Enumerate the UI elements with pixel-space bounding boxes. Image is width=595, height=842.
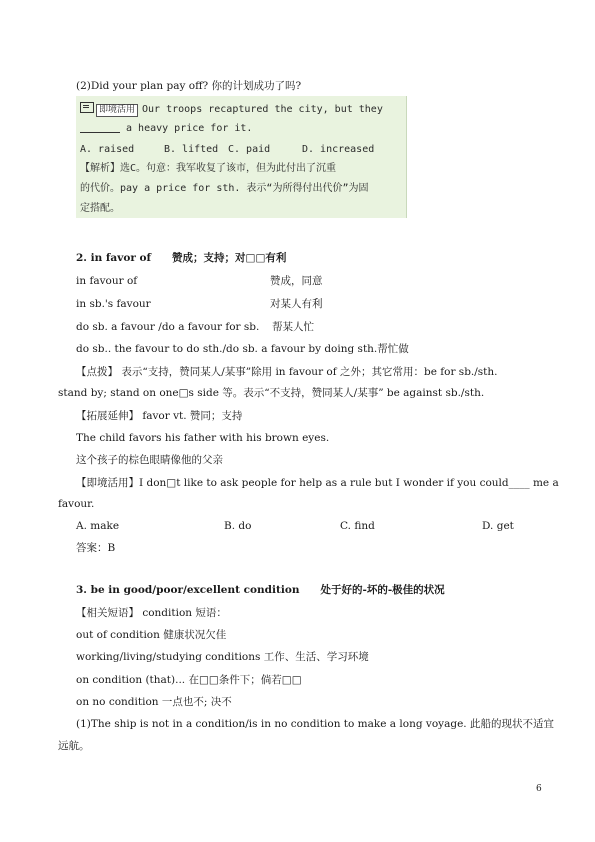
exercise-line1: 【即境活用】I don□t like to ask people for help as a rule but I wonder if you could____ me a xyxy=(76,477,559,489)
box-question-line2: a heavy price for it. xyxy=(80,122,252,135)
pen-icon xyxy=(80,102,94,113)
option-a: A. raised xyxy=(80,144,135,155)
section-3-title: 3. be in good/poor/excellent condition 处于好的-坏的-极佳的状况 xyxy=(76,584,445,596)
page-number: 6 xyxy=(536,784,542,794)
analysis-line2: 的代价。pay a price for sth. 表示“为所得付出代价”为固 xyxy=(80,183,369,194)
related-line3: working/living/studying conditions 工作、生活、学习环境 xyxy=(76,651,369,663)
phrase-2-meaning: 对某人有利 xyxy=(270,298,323,310)
example-line2: 远航。 xyxy=(58,740,90,752)
option-b: B. lifted xyxy=(164,144,219,155)
phrase-1: in favour of xyxy=(76,275,138,287)
option-d: D. get xyxy=(482,520,514,532)
example-sentence: (2)Did your plan pay off? 你的计划成功了吗? xyxy=(76,80,302,92)
example-line1: (1)The ship is not in a condition/is in no condition to make a long voyage. 此船的现状不适宜 xyxy=(76,718,554,730)
related-line2: out of condition 健康状况欠佳 xyxy=(76,629,227,641)
box-question-line: 即境活用 Our troops recaptured the city, but they xyxy=(80,102,383,117)
option-d: D. increased xyxy=(302,144,375,155)
option-c: C. find xyxy=(340,520,375,532)
related-line1: 【相关短语】 condition 短语： xyxy=(76,607,227,619)
extension-line3: 这个孩子的棕色眼睛像他的父亲 xyxy=(76,454,223,466)
related-line5: on no condition 一点也不; 决不 xyxy=(76,696,232,708)
exercise-line2: favour. xyxy=(58,498,95,510)
section-2-title: 2. in favor of 赞成；支持；对□□有利 xyxy=(76,252,287,264)
phrase-4: do sb.. the favour to do sth./do sb. a favour by doing sth.帮忙做 xyxy=(76,343,409,355)
analysis-line3: 定搭配。 xyxy=(80,203,120,214)
answer: 答案：B xyxy=(76,542,116,554)
option-c: C. paid xyxy=(228,144,271,155)
analysis-line1: 【解析】选C。句意：我军收复了该市，但为此付出了沉重 xyxy=(80,163,337,174)
extension-line2: The child favors his father with his brown eyes. xyxy=(76,432,330,444)
related-line4: on condition (that)... 在□□条件下；倘若□□ xyxy=(76,674,302,686)
note-line2: stand by; stand on one□s side 等。表示“不支持，赞同某人/某事” be against sb./sth. xyxy=(58,387,485,399)
answer-blank xyxy=(80,122,120,133)
phrase-3: do sb. a favour /do a favour for sb. xyxy=(76,321,260,333)
option-b: B. do xyxy=(224,520,252,532)
phrase-1-meaning: 赞成，同意 xyxy=(270,275,323,287)
extension-line1: 【拓展延伸】 favor vt. 赞同；支持 xyxy=(76,410,243,422)
note-line1: 【点拨】 表示“支持，赞同某人/某事”除用 in favour of 之外；其它常用：be for sb./sth. xyxy=(76,366,498,378)
exercise-tag: 即境活用 xyxy=(96,104,138,117)
option-a: A. make xyxy=(76,520,120,532)
phrase-3-meaning: 帮某人忙 xyxy=(272,321,314,333)
phrase-2: in sb.'s favour xyxy=(76,298,151,310)
exercise-box xyxy=(76,96,407,218)
